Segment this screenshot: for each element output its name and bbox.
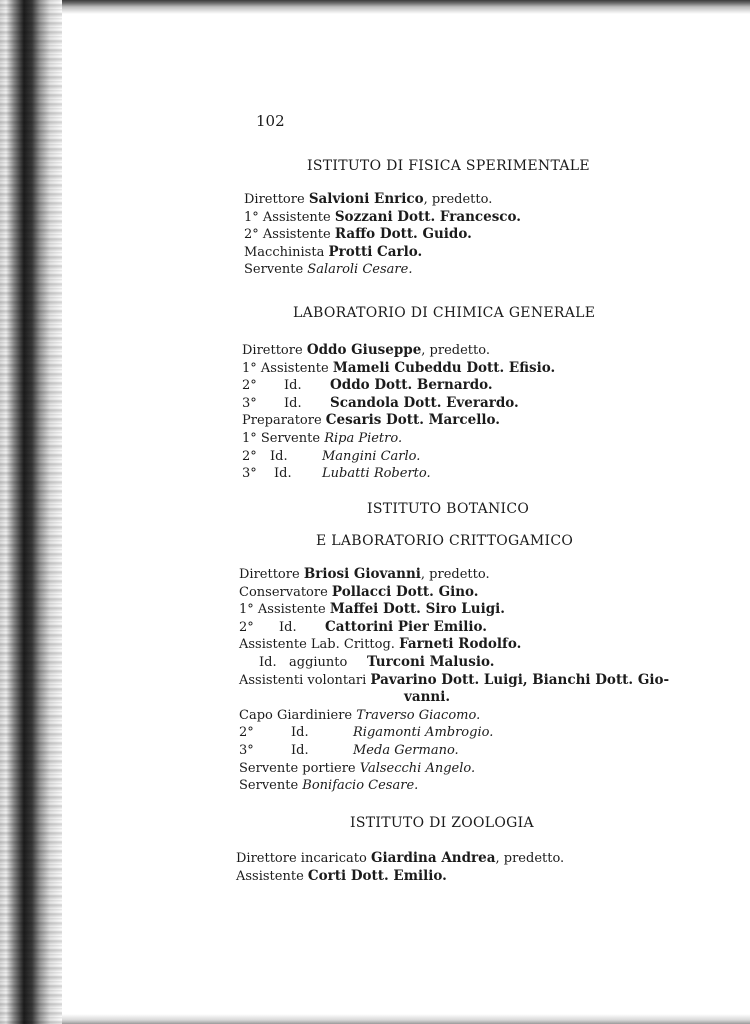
entry-line: 3° Id. Scandola Dott. Everardo. <box>242 394 519 411</box>
section-fisica-entries <box>244 191 521 279</box>
entry-line: 2° Id. Oddo Dott. Bernardo. <box>242 377 493 394</box>
scan-bottom-edge <box>62 1014 750 1024</box>
entry-line: 3° Id. Lubatti Roberto. <box>242 466 431 482</box>
entry-line: Macchinista Protti Carlo. <box>244 243 423 260</box>
entry-line: Direttore Salvioni Enrico, predetto. <box>244 191 493 207</box>
entry-line: Preparatore Cesaris Dott. Marcello. <box>242 412 500 429</box>
entry-line: Assistente Lab. Crittog. Farneti Rodolfo. <box>239 636 522 653</box>
section-heading-botanico: ISTITUTO BOTANICO <box>367 501 530 517</box>
scan-binding-spine <box>0 0 62 1024</box>
section-heading-fisica: ISTITUTO DI FISICA SPERIMENTALE <box>307 158 590 174</box>
section-chimica-entries <box>242 342 555 483</box>
entry-line: 2° Assistente Raffo Dott. Guido. <box>244 226 472 243</box>
entry-line: Capo Giardiniere Traverso Giacomo. <box>239 707 481 723</box>
entry-line: 1° Servente Ripa Pietro. <box>242 430 403 446</box>
entry-line: Servente portiere Valsecchi Angelo. <box>239 760 476 776</box>
entry-continuation: vanni. <box>404 689 451 706</box>
scan-top-edge <box>0 0 750 14</box>
entry-line: Servente Bonifacio Cesare. <box>239 778 419 794</box>
entry-line: Assistente Corti Dott. Emilio. <box>236 867 447 884</box>
entry-line: 1° Assistente Mameli Cubeddu Dott. Efisio. <box>242 359 556 376</box>
page-number: 102 <box>256 112 285 130</box>
entry-line: Id. aggiunto Turconi Malusio. <box>259 653 495 670</box>
entry-line: Assistenti volontari Pavarino Dott. Luigi, Bianchi Dott. Gio- <box>239 671 670 688</box>
entry-line: Servente Salaroli Cesare. <box>244 262 413 278</box>
entry-line: Direttore Briosi Giovanni, predetto. <box>239 566 490 582</box>
entry-line: 2° Id. Rigamonti Ambrogio. <box>239 725 494 741</box>
entry-line: 2° Id. Mangini Carlo. <box>242 448 421 464</box>
section-heading-zoologia: ISTITUTO DI ZOOLOGIA <box>350 815 534 831</box>
entry-line: 1° Assistente Sozzani Dott. Francesco. <box>244 208 521 225</box>
entry-line: Direttore Oddo Giuseppe, predetto. <box>242 342 490 358</box>
section-subheading-crittogamico: E LABORATORIO CRITTOGAMICO <box>316 533 574 549</box>
section-botanico-entries <box>239 566 669 795</box>
entry-line: Direttore incaricato Giardina Andrea, predetto. <box>236 850 565 866</box>
entry-line: 2° Id. Cattorini Pier Emilio. <box>239 618 487 635</box>
entry-line: 3° Id. Meda Germano. <box>239 742 459 758</box>
section-heading-chimica: LABORATORIO DI CHIMICA GENERALE <box>293 305 596 321</box>
section-zoologia-entries <box>236 850 564 885</box>
entry-line: 1° Assistente Maffei Dott. Siro Luigi. <box>239 601 505 618</box>
entry-line: Conservatore Pollacci Dott. Gino. <box>239 583 479 600</box>
